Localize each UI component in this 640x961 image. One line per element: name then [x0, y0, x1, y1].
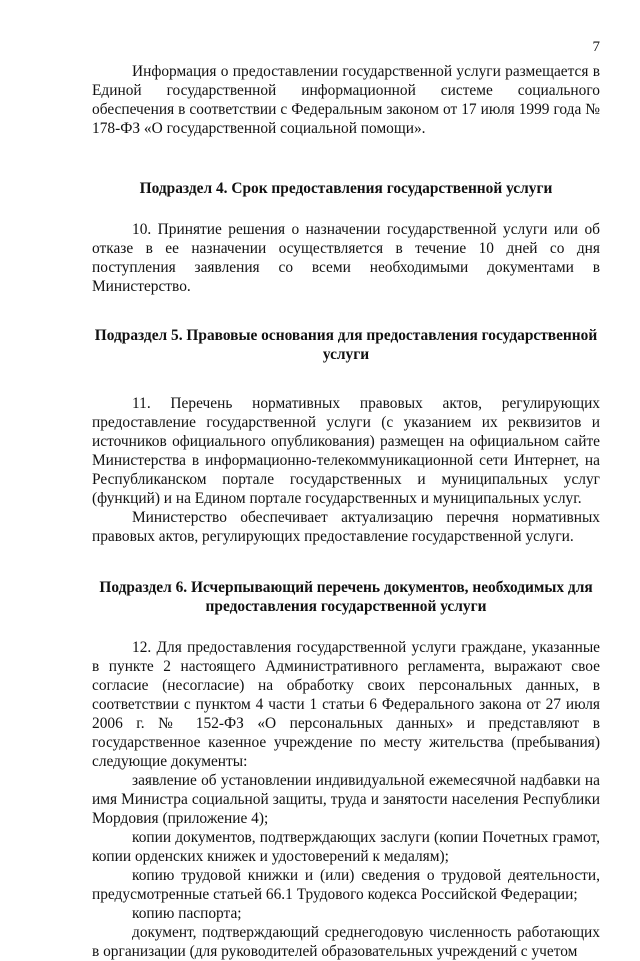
subsection-6-heading: Подраздел 6. Исчерпывающий перечень документов, необходимых для предоставления государственной услуги [99, 579, 593, 615]
paragraph-11-actualization: Министерство обеспечивает актуализацию перечня нормативных правовых актов, регулирующих предоставление государственной услуги. [92, 509, 600, 545]
subsection-5-heading: Подраздел 5. Правовые основания для предоставления государственной услуги [94, 327, 598, 363]
paragraph-10: 10. Принятие решения о назначении государственной услуги или об отказе в ее назначении осуществляется в течение 10 дней со дня поступления заявления со всеми необходимыми документами в Министерство. [92, 221, 600, 295]
paragraph-11: 11. Перечень нормативных правовых актов, регулирующих предоставление государственной услуги (с указанием их реквизитов и источников официального опубликования) размещен на официальном сайте Министерства в информационно-телекоммуникационной сети Интернет, на Республиканском портале государственных и муниципальных услуг (функций) и на Едином портале государственных и муниципальных услуг. [92, 395, 600, 507]
document-item-merit-copies: копии документов, подтверждающих заслуги (копии Почетных грамот, копии орденских книжек и удостоверений к медалям); [92, 829, 600, 865]
document-item-work-record: копию трудовой книжки и (или) сведения о трудовой деятельности, предусмотренные статьей 66.1 Трудового кодекса Российской Федерации; [92, 867, 600, 903]
document-item-application: заявление об установлении индивидуальной ежемесячной надбавки на имя Министра социальной защиты, труда и занятости населения Республики Мордовия (приложение 4); [92, 772, 600, 827]
paragraph-12: 12. Для предоставления государственной услуги граждане, указанные в пункте 2 настоящего Административного регламента, выражают свое согласие (несогласие) на обработку своих персональных данных, в соответствии с пунктом 4 части 1 статьи 6 Федерального закона от 27 июля 2006 г. № 152-ФЗ «О персональных данных» и представляют в государственное казенное учреждение по месту жительства (пребывания) следующие документы: [92, 639, 600, 770]
document-item-passport: копию паспорта; [132, 905, 242, 922]
document-body [92, 62, 600, 961]
page-number: 7 [592, 39, 600, 55]
subsection-4-heading: Подраздел 4. Срок предоставления государственной услуги [139, 180, 553, 197]
document-item-headcount: документ, подтверждающий среднегодовую численность работающих в организации (для руководителей образовательных учреждений с учетом [92, 924, 600, 960]
intro-paragraph: Информация о предоставлении государственной услуги размещается в Единой государственной информационной системе социального обеспечения в соответствии с Федеральным законом от 17 июля 1999 года № 178-ФЗ «О государственной социальной помощи». [92, 63, 600, 137]
